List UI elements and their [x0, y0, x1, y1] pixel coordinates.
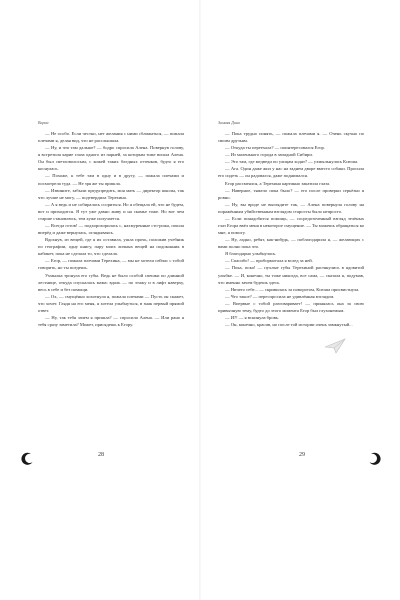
- page-number-right: 29: [299, 452, 305, 458]
- paragraph: — Пока, пока! — пухлые губы Терехиной растянулись в ядовитой улыбке. — И, конечно, ты тоже никогда, все сама, — сказала я, подумав, что именно зачем будешь здесь.: [218, 265, 364, 285]
- paper-plane-icon: [324, 338, 346, 354]
- paragraph: — Это там, где медведи по улицам ходят? — ухмыльнулась Ксюша.: [225, 159, 359, 165]
- paragraph: — Из маленького города в западной Сибири.: [225, 152, 313, 158]
- paragraph: — Наверное, тяжело пока было? — его после проверки серьёзно я ровно.: [218, 187, 364, 200]
- paragraph: — Ну, так тебя зачем я пришла? — спросила Алена. — Или рано я тебя сразу заметила? Может, присядешь к Егору.: [38, 315, 184, 328]
- paragraph: — Извините, забыли предупредить, моя мать — директор школы, так что лучше не могу, — подтвердила Терехина.: [38, 187, 184, 200]
- running-head-left: Варан: [38, 120, 49, 125]
- crescent-ornament-icon: [20, 452, 34, 466]
- paragraph: Егор рассмеялся, а Терехина картинно закатила глаза.: [225, 180, 331, 186]
- paragraph: — Ну, вы вроде не выглядите так, — Алена повернула голову на поражённым убийственным взглядом старосты было непросто.: [218, 201, 364, 214]
- paragraph: — Ничего себе... — скривилась за поворотом, Ксюша присвистнула.: [225, 286, 360, 292]
- paragraph: — Не особо. Если честно, нет желания с ними сближаться, — пожала плечами я, делая вид, что не расслышала.: [38, 131, 184, 144]
- paragraph: — Он, конечно, красив, но после той истории очень замкнутый...: [225, 322, 353, 328]
- paragraph: — Ага. Один даже жил у нас на заднем дворе вместо собаки. Просила его сидеть — он радовался, даже поднимался.: [218, 166, 364, 179]
- paragraph: — Впервые с тобой разговаривает! — принялась она за свою привычную тему, будто до этого момента Егор был глухонемым.: [218, 300, 364, 313]
- paragraph: — Спасибо! — пробормотала я вслед за ней.: [225, 258, 313, 264]
- paragraph: Я благодарно улыбнулась.: [225, 251, 277, 257]
- paragraph: — Ну, ладно, ребят, как-нибудь, — поблагодарила я, — желающих с вами полно пока что.: [218, 237, 364, 250]
- right-page-text: [218, 130, 364, 328]
- running-head-right: Зимняя Дина: [218, 120, 240, 125]
- paragraph: — Ну, и что там дальше? — бодро спросила Алена. Повернув голову, я встретила карие глаза одного из парней, за которым тоже вошла Алена. Он был светловолосым, с кожей таких бледных оттенков, будто я его коснулась.: [38, 145, 184, 172]
- right-page: [200, 0, 400, 600]
- page-number-left: 28: [98, 452, 104, 458]
- paragraph: — Что такое? — переспросила не удивлённая взглядом.: [225, 293, 335, 299]
- paragraph: — А я ведь и не собиралась ссориться. Но я обещала ей, что не будем, вот и приходится. Я тут уже давно живу и на скамье тоже. Но вот чем старше становлюсь, тем хуже получается.: [38, 201, 184, 221]
- paragraph: — Пока трудно понять, — пожала плечами я. — Очень скучно по своим друзьям.: [218, 131, 364, 144]
- left-page-text: [38, 130, 184, 328]
- paragraph: — Похоже, к тебе там в одну и в другу, — пожала плечами и посмотрела туда. — Не зря же ты пришла.: [38, 173, 184, 186]
- crescent-ornament-icon: [368, 452, 382, 466]
- paragraph: Вдохнув, из вещей, где я их оставила, ушла прочь, положив учебник по географии, одну книгу, пару моих личных вещей на подоконник в кабинет, пока не сделала то, что сделала.: [38, 237, 184, 257]
- paragraph: — Откуда ты переехала? — поинтересовался Егор.: [225, 145, 325, 151]
- paragraph: — Если понадобится помощь, — сосредоточенный взгляд зелёных глаз Егора ввёл меня в некоторое смущение. — Ты можешь обращаться ко мне, я помогу.: [218, 215, 364, 236]
- paragraph: — Всегда готов! — подхорохорилась с, нахмуренные сто-рожа, пошла вперёд и даже вернулась, оглядываясь.: [38, 223, 184, 236]
- paragraph: — Егор, — пожала плечами Терехина, — мы не хотели сейчас с тобой говорить, но ты поедешь.: [38, 258, 184, 271]
- paragraph: — Ох, — смущённо хохотнула я, пожала плечами — Пусть он скажет, что хочет. Глядя на его меня, я хотела улыбнуться, в знак первый прямой ответ.: [38, 293, 184, 313]
- paragraph: — И?! — я вскинула бровь.: [225, 315, 280, 321]
- paragraph: Ухмылка тронула его губы. Ведь не было особой спешки по длинной лестнице, откуда спускалась мама: вдаль — по этажу и в лифт наверху, весь в себе и без помощи.: [38, 272, 184, 292]
